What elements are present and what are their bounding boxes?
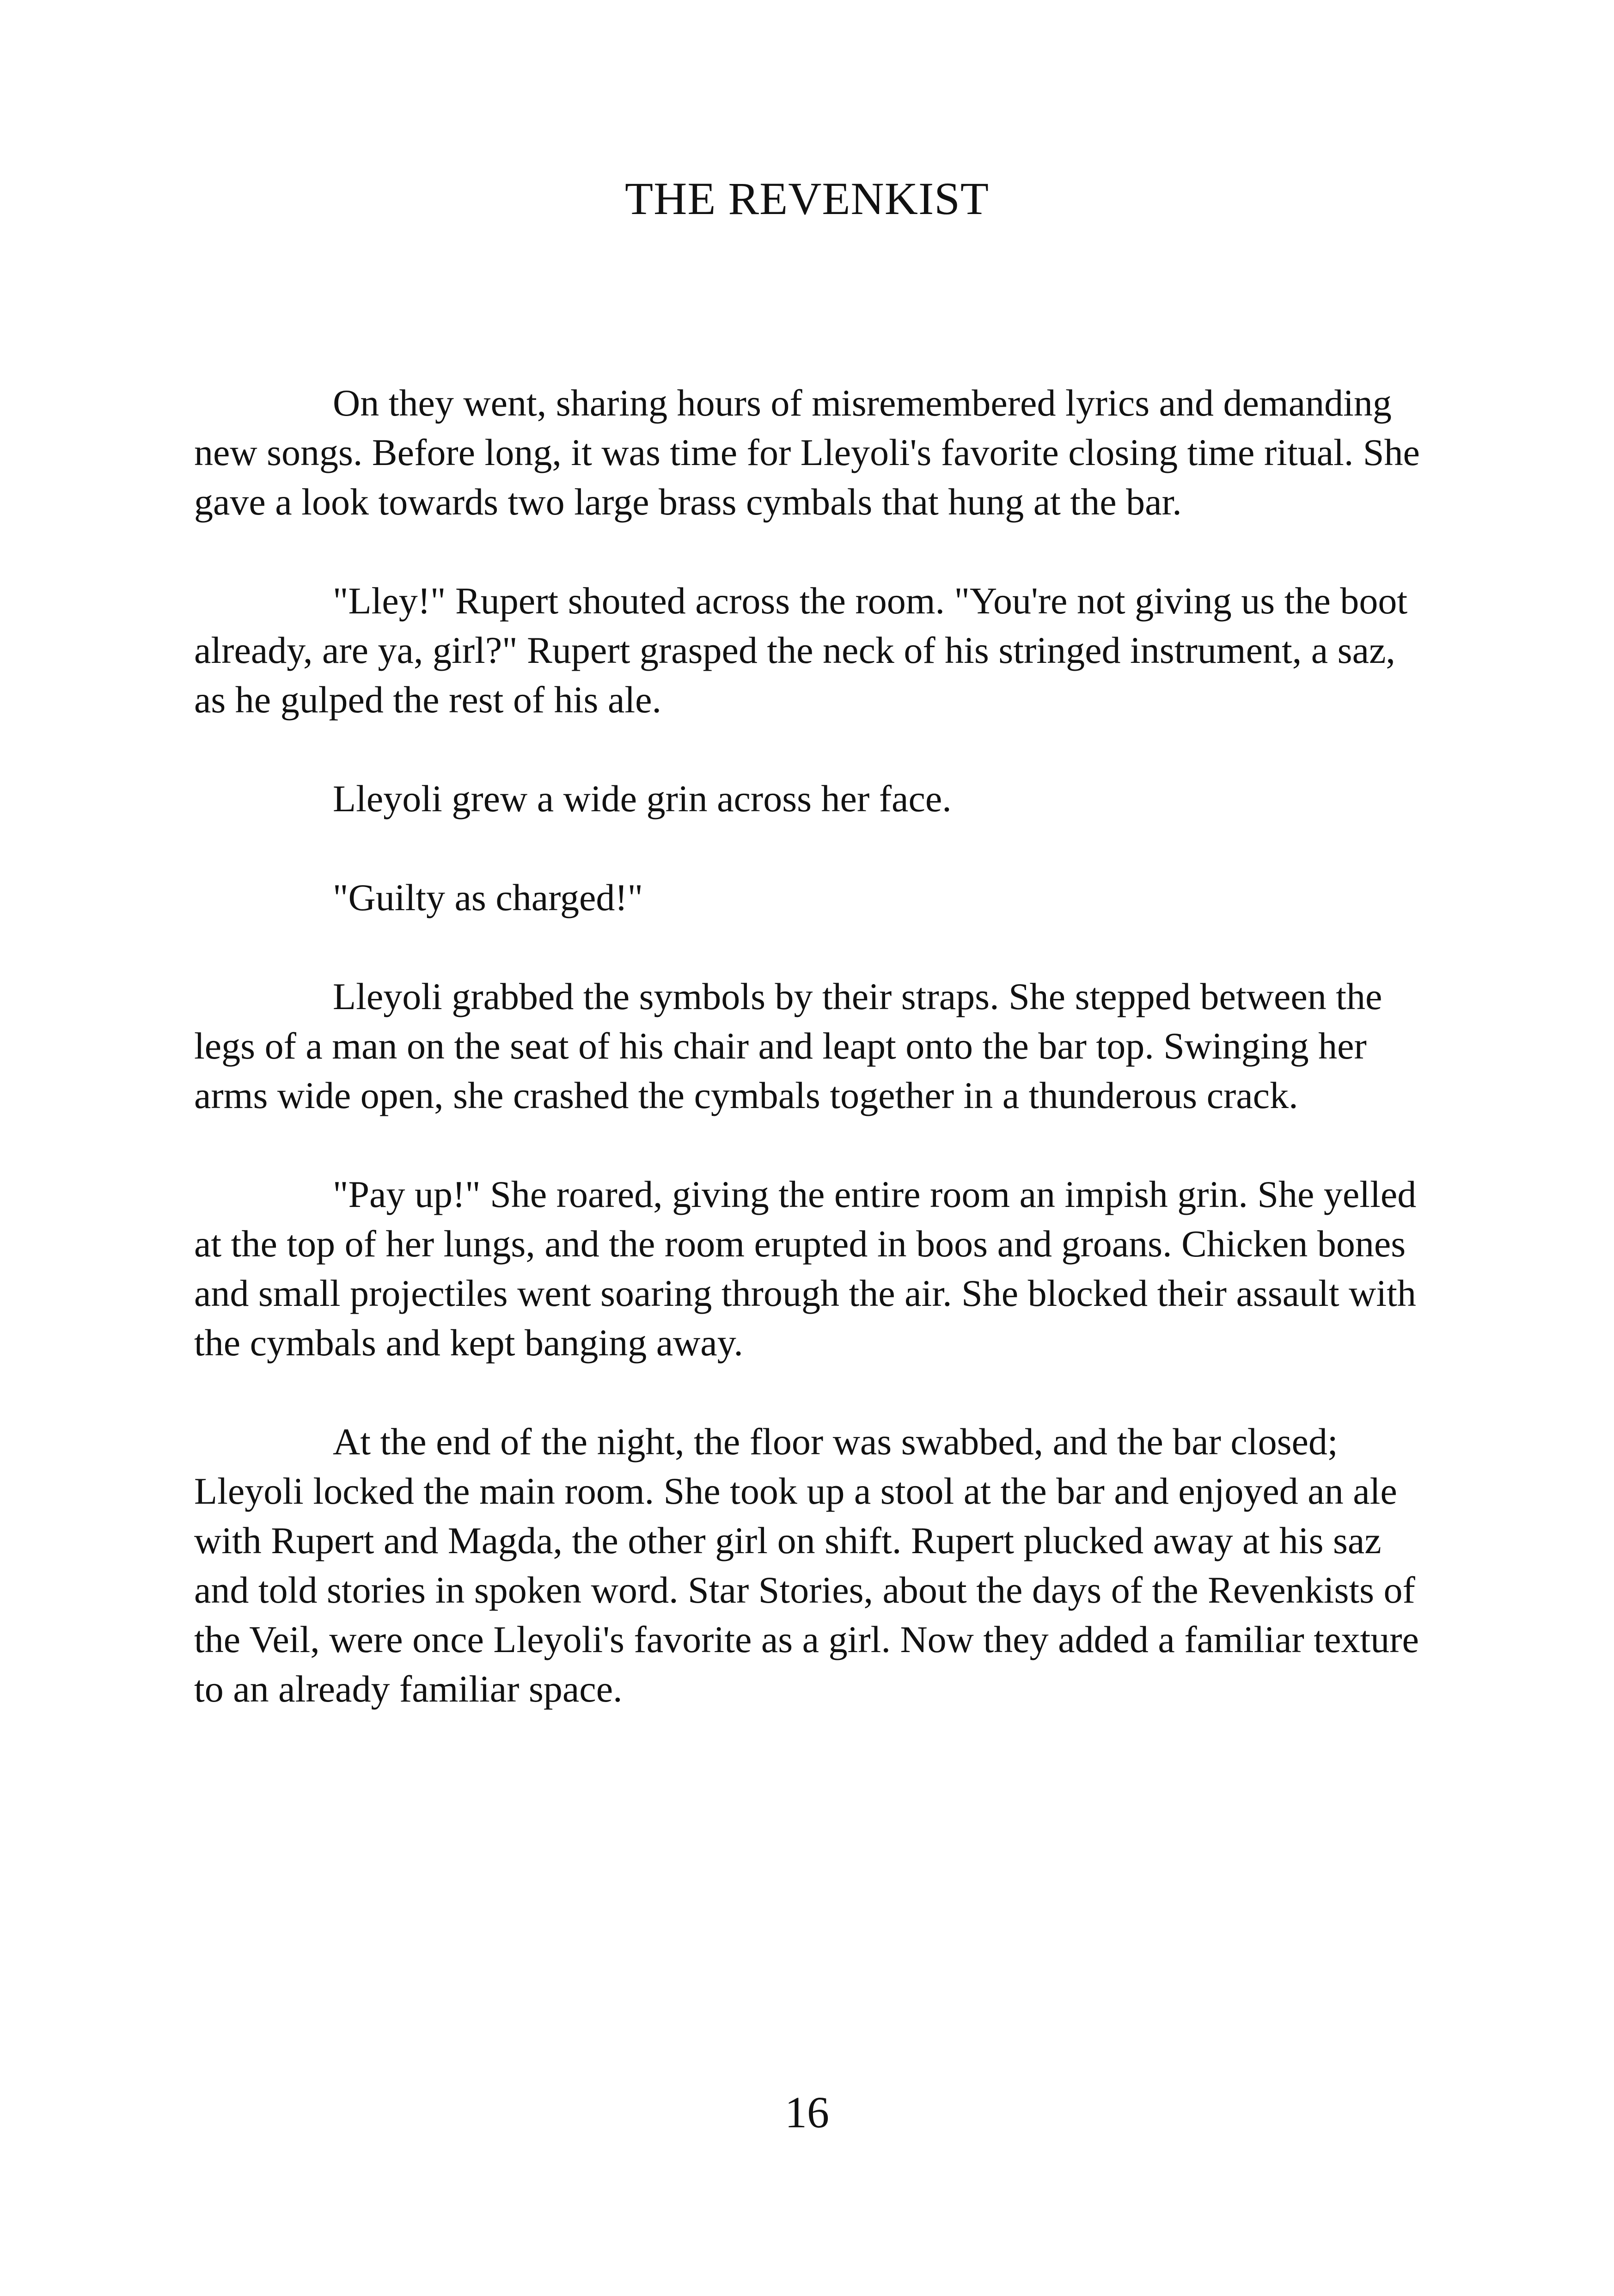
paragraph: Lleyoli grew a wide grin across her face. xyxy=(333,778,952,820)
body-text xyxy=(194,378,1428,1763)
paragraph: Lleyoli grabbed the symbols by their straps. She stepped between the legs of a man on the seat of his chair and leapt onto the bar top. Swinging her arms wide open, she crashed the cymbals together in a thunderous crack. xyxy=(194,975,1382,1116)
paragraph: At the end of the night, the floor was swabbed, and the bar closed; Lleyoli locked the main room. She took up a stool at the bar and enjoyed an ale with Rupert and Magda, the other girl on shift. Rupert plucked away at his saz and told stories in spoken word. Star Stories, about the days of the Revenkists of the Veil, were once Lleyoli's favorite as a girl. Now they added a familiar texture to an already familiar space. xyxy=(194,1420,1419,1710)
running-header-title: THE REVENKIST xyxy=(625,173,989,224)
paragraph: "Guilty as charged!" xyxy=(333,876,643,918)
paragraph: "Pay up!" She roared, giving the entire room an impish grin. She yelled at the top of her lungs, and the room erupted in boos and groans. Chicken bones and small projectiles went soaring through the air. She blocked their assault with the cymbals and kept banging away. xyxy=(194,1173,1417,1364)
page-number: 16 xyxy=(785,2088,829,2137)
paragraph: On they went, sharing hours of misremembered lyrics and demanding new songs. Before long, it was time for Lleyoli's favorite closing time ritual. She gave a look towards two large brass cymbals that hung at the bar. xyxy=(194,382,1420,523)
paragraph: "Lley!" Rupert shouted across the room. "You're not giving us the boot already, are ya, girl?" Rupert grasped the neck of his stringed instrument, a saz, as he gulped the rest of his ale. xyxy=(194,580,1408,721)
